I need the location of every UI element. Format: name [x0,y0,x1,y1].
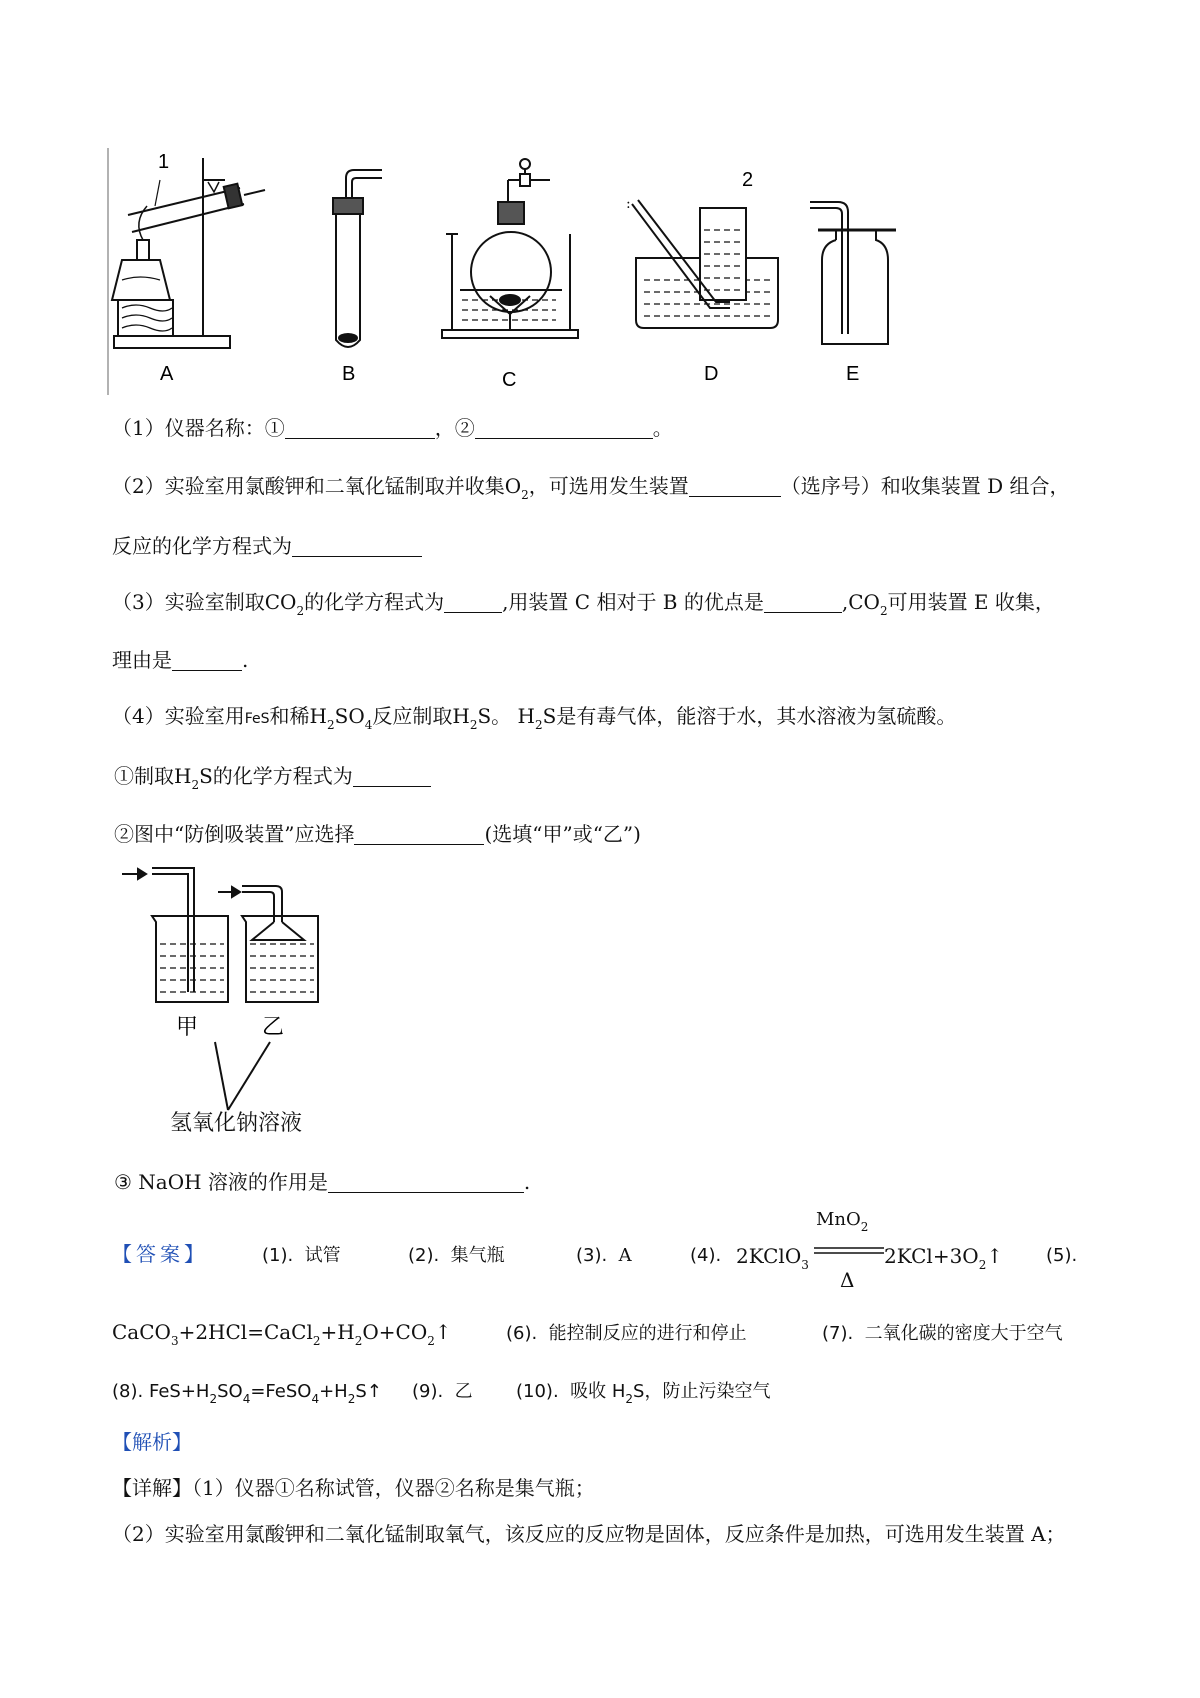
q1-blank-1[interactable] [285,418,435,439]
q4-text-4: 。 [491,704,512,728]
a5-a: CaCO [112,1320,171,1344]
a8-s2: 4 [242,1392,251,1406]
q4-sub1-s: S [199,764,213,788]
answer-5-num: (5). [1046,1245,1078,1266]
label-a: A [160,363,174,385]
q4-sub1-blank[interactable] [353,766,431,787]
a5-d: O+CO [362,1320,428,1344]
a10-b: S，防止污染空气 [633,1381,771,1402]
a10-a: 吸收 H [570,1381,626,1402]
answer-7 [822,1320,1063,1348]
answer-heading: 【答案】 [112,1242,208,1266]
apparatus-a [112,158,265,348]
q4-fes: FeS [244,711,270,727]
a1-num: (1). [262,1245,294,1266]
a7-num: (7). [822,1323,854,1344]
a8-num: (8). [112,1381,144,1402]
apparatus-b [333,170,382,347]
answer-6 [506,1320,747,1348]
a8-b: SO [217,1381,243,1402]
analysis-detail-2: （2）实验室用氯酸钾和二氧化锰制取氧气，该反应的反应物是固体，反应条件是加热，可选用发生装置 A； [112,1522,1066,1546]
apparatus-figure [0,140,1200,400]
a8-s4: 2 [347,1392,356,1406]
detail-1-text: （1）仪器①名称试管，仪器②名称是集气瓶； [192,1476,595,1500]
a6-text: 能控制反应的进行和停止 [548,1323,747,1344]
q3-co2-sub: 2 [296,604,305,618]
a9-text: 乙 [454,1381,473,1402]
q2-o2-sub: 2 [521,488,529,502]
answer-4-equation [736,1242,809,1279]
a4-left-sub: 3 [801,1258,809,1272]
question-4-sub2 [114,820,641,848]
q4-sub2-tail: (选填“甲”或“乙”) [484,822,641,846]
q4-h2s-h: H [452,704,470,728]
a5-c: +H [320,1320,355,1344]
a8-e: S↑ [355,1381,382,1402]
a8-d: +H [319,1381,348,1402]
a5-sub4: 2 [427,1334,435,1348]
q4-sub2-text: ②图中“防倒吸装置”应选择 [114,822,355,846]
a8-s1: 2 [209,1392,218,1406]
a4-right: 2KCl+3O [884,1244,979,1268]
apparatus-e [810,202,896,344]
q2-o2: O [504,474,522,498]
apparatus-c [442,159,578,338]
apparatus-d [626,196,778,328]
q3-text-6: 理由是 [112,648,172,672]
q1-blank-2[interactable] [475,418,653,439]
q1-text-3: 。 [652,416,673,440]
q4-h2s-sub-2: 2 [534,718,543,732]
q3-blank-3[interactable] [172,650,242,671]
q2-text-4: 反应的化学方程式为 [112,534,292,558]
answer-4-num: (4). [690,1245,722,1266]
a4-right-sub: 2 [978,1258,987,1272]
q1-text-2: ，② [434,416,475,440]
question-1 [112,414,673,442]
marker-1: 1 [158,151,170,173]
a8-c: =FeSO [250,1381,312,1402]
q4-sub3-blank[interactable] [328,1172,524,1193]
q4-sub1-text: ①制取 [114,764,174,788]
q3-blank-1[interactable] [444,592,502,613]
q2-blank-1[interactable] [689,476,781,497]
a3-text: A [618,1245,632,1266]
answer-8 [112,1378,382,1413]
q4-sub2-blank[interactable] [354,824,484,845]
a5-sub1: 3 [170,1334,179,1348]
detail-heading: 【详解】 [112,1476,192,1500]
a3-num: (3). [576,1245,608,1266]
a8-s3: 4 [311,1392,320,1406]
answer-4-double-line [814,1246,884,1256]
a1-text: 试管 [304,1245,341,1266]
q1-text: （1）仪器名称：① [112,416,285,440]
q4-h2s-s: S [477,704,492,728]
label-yi: 乙 [262,1015,285,1040]
q2-text: （2）实验室用氯酸钾和二氧化锰制取并收集 [112,474,505,498]
q2-blank-2[interactable] [292,536,422,557]
a4-top: MnO [816,1209,861,1230]
a7-text: 二氧化碳的密度大于空气 [864,1323,1063,1344]
q3-text-5: 可用装置 E 收集， [887,590,1055,614]
beaker-yi [242,916,318,1002]
answer-4-heat: Δ [840,1268,855,1292]
a5-arrow: ↑ [434,1320,452,1344]
analysis-heading: 【解析】 [112,1430,192,1454]
a9-num: (9). [412,1381,444,1402]
q4-h: H [309,704,327,728]
question-4-sub3 [114,1168,530,1196]
question-4 [112,702,956,739]
q2-text-3: （选序号）和收集装置 D 组合， [780,474,1070,498]
answer-1 [262,1242,341,1270]
answer-5 [112,1318,452,1355]
q3-text-2: 的化学方程式为 [304,590,445,614]
q3-text-3: ,用装置 C 相对于 B 的优点是 [502,590,764,614]
a5-b: +2HCl=CaCl [178,1320,313,1344]
analysis-detail-1 [112,1474,595,1502]
q3-blank-2[interactable] [764,592,842,613]
q4-sub3-text: ③ NaOH 溶液的作用是 [114,1170,328,1194]
answer-9 [412,1378,473,1406]
q3-text-7: . [242,648,249,672]
a4-arrow: ↑ [986,1244,1004,1268]
q4-h2s-s-2: S [542,704,557,728]
q4-text-5: 是有毒气体，能溶于水，其水溶液为氢硫酸。 [556,704,957,728]
q4-sub1-h-sub: 2 [191,778,200,792]
answer-3 [576,1242,632,1270]
anti-suckback-figure [120,862,380,1122]
q3-co2-2: CO [848,590,880,614]
q4-h-sub: 2 [326,718,335,732]
a8-a: FeS+H [148,1381,210,1402]
a6-num: (6). [506,1323,538,1344]
question-2-cont [112,532,422,560]
q4-h2s-h-2: H [517,704,535,728]
label-jia: 甲 [176,1015,199,1040]
q3-text-4: , [841,590,849,614]
a10-sub: 2 [625,1392,634,1406]
question-2 [112,472,1070,509]
label-b: B [342,363,356,385]
label-naoh-solution: 氢氧化钠溶液 [170,1111,303,1136]
marker-2: 2 [742,169,754,191]
answer-2 [408,1242,505,1270]
a2-text: 集气瓶 [450,1245,505,1266]
beaker-jia [152,916,228,1002]
q4-h2s-sub: 2 [469,718,478,732]
question-4-sub1 [114,762,431,799]
a4-top-sub: 2 [860,1220,869,1234]
q3-text: （3）实验室制取 [112,590,265,614]
q4-so-sub: 4 [364,718,373,732]
q3-co2: CO [264,590,297,614]
a4-left: 2KClO [736,1244,802,1268]
a5-sub3: 2 [354,1334,363,1348]
answer-4-catalyst [816,1206,868,1241]
q4-text-2: 和稀 [269,704,310,728]
label-e: E [846,363,860,385]
q4-sub1-h: H [174,764,192,788]
q4-sub3-tail: . [523,1170,531,1194]
svg-text::: : [626,196,631,212]
q4-sub1-text-2: 的化学方程式为 [212,764,353,788]
a2-num: (2). [408,1245,440,1266]
question-3 [112,588,1055,625]
label-d: D [704,363,719,385]
answer-10 [516,1378,770,1413]
q4-text-3: 反应制取 [372,704,453,728]
question-3-cont [112,646,248,674]
a5-sub2: 2 [312,1334,321,1348]
label-c: C [502,369,517,391]
q2-text-2: ，可选用发生装置 [528,474,689,498]
q4-so: SO [334,704,365,728]
answer-4-right [884,1242,1003,1279]
a10-num: (10). [516,1381,559,1402]
answer-line-1 [112,1240,208,1268]
q4-text: （4）实验室用 [112,704,245,728]
q3-co2-sub-2: 2 [879,604,888,618]
